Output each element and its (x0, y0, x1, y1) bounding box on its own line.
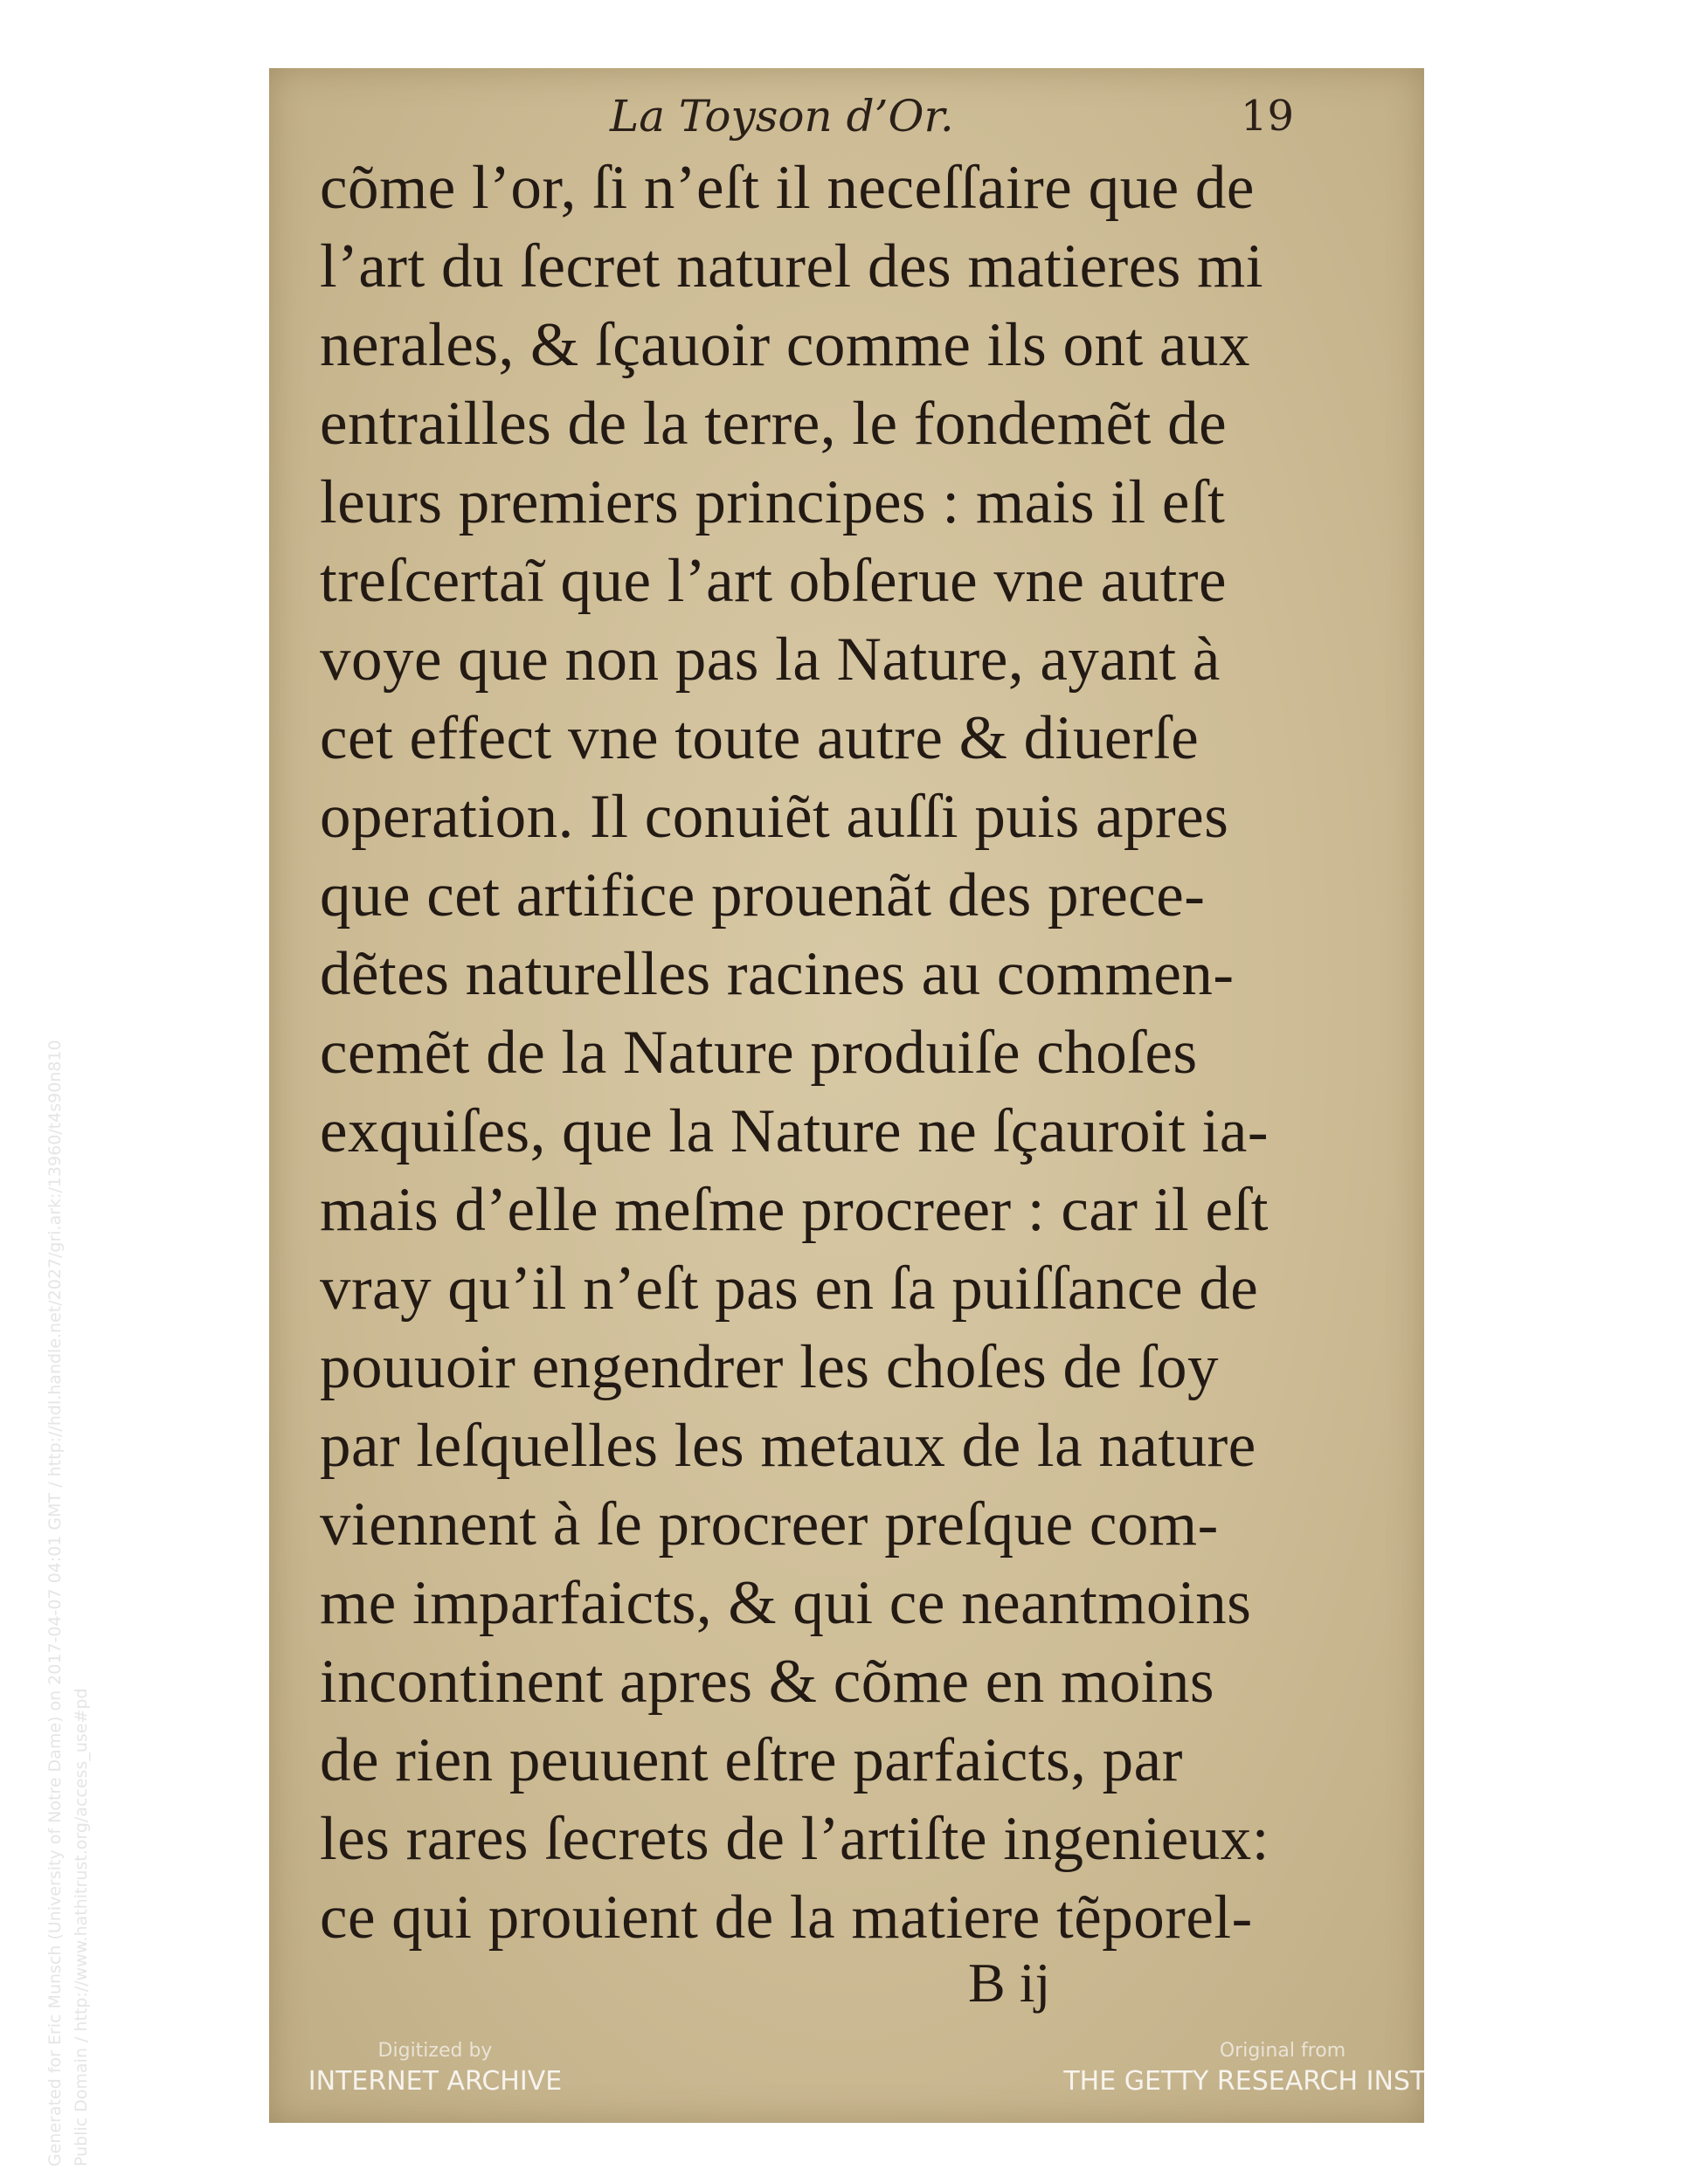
text-line: viennent à ſe procreer preſque com- (320, 1490, 1219, 1559)
text-line: par leſquelles les metaux de la nature (320, 1412, 1256, 1480)
text-line: exquiſes, que la Nature ne ſçauroit ia- (320, 1097, 1269, 1165)
text-line: cet effect vne toute autre & diuerſe (320, 704, 1200, 772)
access-watermark: Generated for Eric Munsch (University of Notre Dame) on 2017-04-07 04:01 GMT / http://hdl.handle.net/2027/gri.ark:/13960/t4s90n810 (45, 1040, 65, 2167)
text-line: l’art du ſecret naturel des matieres mi (320, 232, 1264, 301)
digitized-by-credit (287, 2038, 584, 2099)
text-line: treſcertaĩ que l’art obſerue vne autre (320, 547, 1228, 615)
text-line: incontinent apres & cõme en moins (320, 1648, 1215, 1716)
running-title: La Toyson d’Or. (610, 91, 954, 142)
credit-label: Original from (1219, 2040, 1346, 2062)
running-head (269, 86, 1424, 147)
scanned-page (269, 68, 1502, 2123)
signature-mark: B ij (968, 1952, 1051, 2014)
text-line: pouuoir engendrer les choſes de ſoy (320, 1333, 1219, 1401)
body-text (320, 149, 1377, 1957)
text-line: cõme l’or, ſi n’eſt il neceſſaire que de (320, 154, 1255, 222)
text-line: les rares ſecrets de l’artiſte ingenieux: (320, 1805, 1269, 1873)
text-line: cemẽt de la Nature produiſe choſes (320, 1019, 1198, 1087)
text-line: nerales, & ſçauoir comme ils ont aux (320, 311, 1250, 379)
rights-watermark: Public Domain / http://www.hathitrust.org/access_use#pd (72, 1688, 91, 2167)
text-line: leurs premiers principes : mais il eſt (320, 468, 1226, 536)
credit-label: Digitized by (377, 2040, 493, 2062)
text-line: dẽtes naturelles racines au commen- (320, 940, 1235, 1008)
text-line: ce qui prouient de la matiere tẽporel- (320, 1883, 1253, 1952)
text-line: voye que non pas la Nature, ayant à (320, 625, 1221, 694)
text-line: operation. Il conuiẽt auſſi puis apres (320, 783, 1229, 851)
original-from-credit (1047, 2038, 1519, 2099)
credit-source: INTERNET ARCHIVE (308, 2066, 563, 2097)
page-number: 19 (1241, 92, 1295, 141)
text-line: que cet artifice prouenãt des prece- (320, 861, 1206, 930)
text-line: de rien peuuent eſtre parfaicts, par (320, 1726, 1183, 1794)
text-line: me imparfaicts, & qui ce neantmoins (320, 1569, 1252, 1637)
text-line: mais d’elle meſme procreer : car il eſt (320, 1176, 1269, 1244)
credit-source: THE GETTY RESEARCH INSTITUTE (1063, 2066, 1502, 2097)
text-line: entrailles de la terre, le fondemẽt de (320, 390, 1228, 458)
text-line: vray qu’il n’eſt pas en ſa puiſſance de (320, 1254, 1259, 1323)
